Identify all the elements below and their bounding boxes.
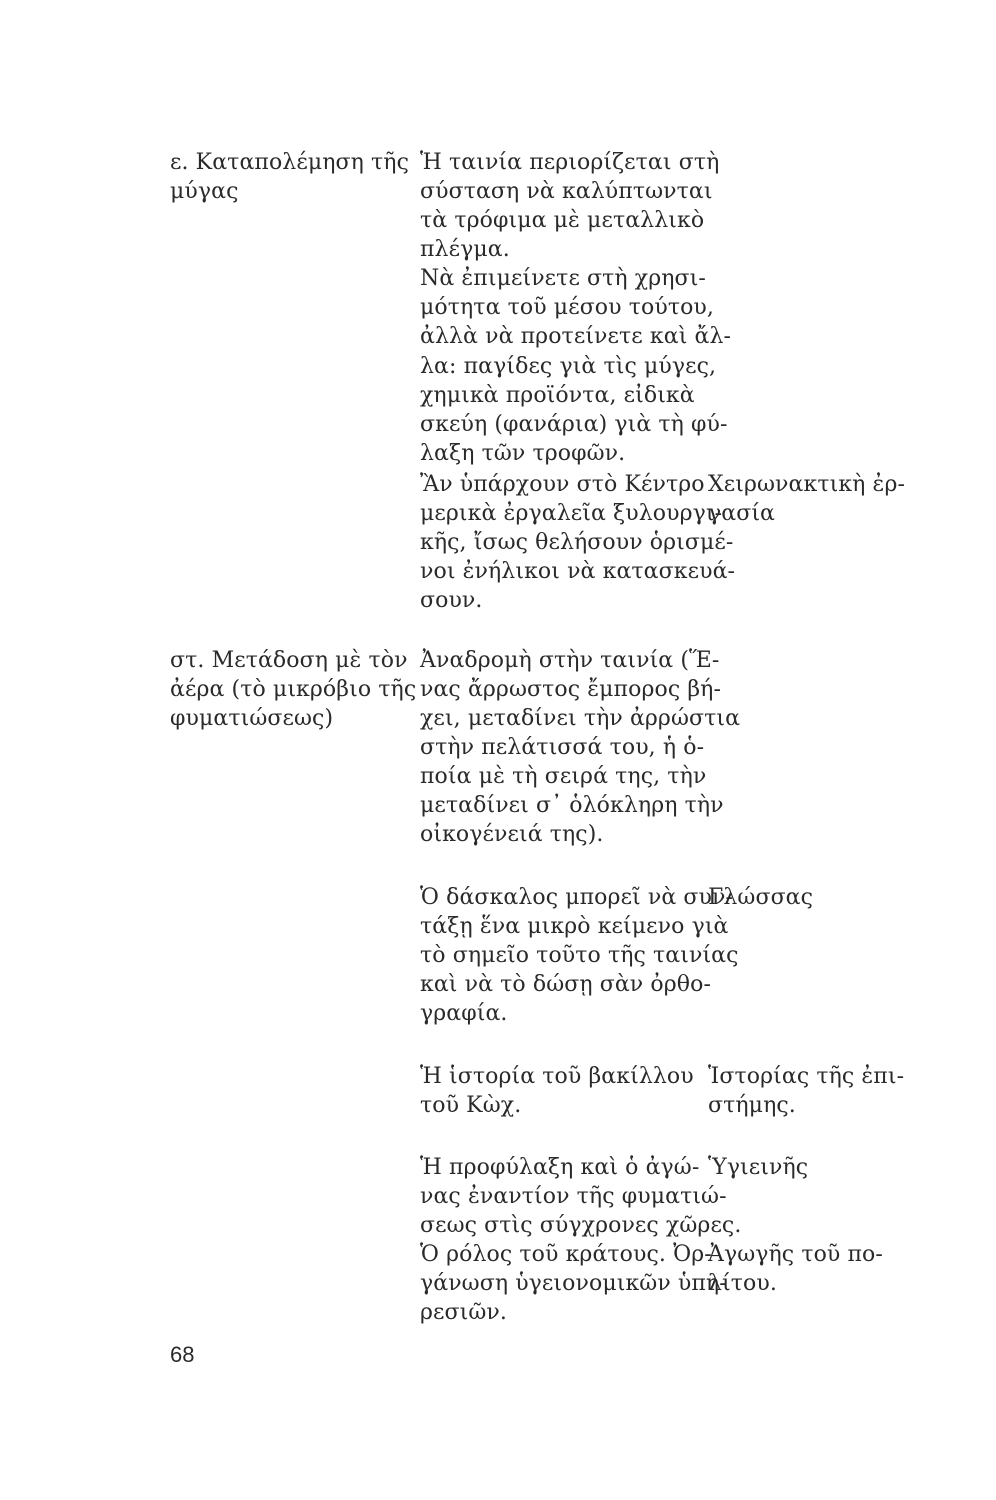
right-column-line: Ὑγιεινῆς — [708, 1155, 809, 1180]
middle-column-line: Ἀναδρομὴ στὴν ταινία (Ἕ- — [420, 648, 720, 673]
middle-column-line: Νὰ ἐπιμείνετε στὴ χρησι- — [420, 266, 706, 291]
middle-column-line: τάξῃ ἕνα μικρὸ κείμενο γιὰ — [420, 914, 729, 939]
middle-column-line: σκεύη (φανάρια) γιὰ τὴ φύ- — [420, 412, 728, 437]
middle-column-line: Ὁ ρόλος τοῦ κράτους. Ὀρ- — [420, 1242, 712, 1267]
middle-column-line: ρεσιῶν. — [420, 1300, 507, 1325]
middle-column-line: ἀλλὰ νὰ προτείνετε καὶ ἄλ- — [420, 324, 732, 349]
middle-column-line: ποία μὲ τὴ σειρά της, τὴν — [420, 764, 707, 789]
middle-column-line: νας ἄρρωστος ἔμπορος βή- — [420, 677, 721, 702]
middle-column-line: νοι ἐνήλικοι νὰ κατασκευά- — [420, 559, 736, 584]
middle-column-line: τὸ σημεῖο τοῦτο τῆς ταινίας — [420, 943, 739, 968]
right-column-line: Γλώσσας — [708, 885, 814, 910]
left-column-line: ἀέρα (τὸ μικρόβιο τῆς — [170, 677, 417, 702]
middle-column-line: τὰ τρόφιμα μὲ μεταλλικὸ — [420, 208, 705, 233]
middle-column-line: πλέγμα. — [420, 237, 510, 262]
right-column-line: στήμης. — [708, 1093, 796, 1118]
middle-column-line: χημικὰ προϊόντα, εἰδικὰ — [420, 383, 695, 408]
middle-column-line: στὴν πελάτισσά του, ἡ ὁ- — [420, 735, 705, 760]
middle-column-line: Ἡ προφύλαξη καὶ ὁ ἀγώ- — [420, 1155, 700, 1180]
middle-column-line: χει, μεταδίνει τὴν ἀρρώστια — [420, 706, 741, 731]
left-column-line: μύγας — [170, 179, 239, 204]
middle-column-line: μότητα τοῦ μέσου τούτου, — [420, 295, 714, 320]
middle-column-line: λαξη τῶν τροφῶν. — [420, 441, 626, 466]
middle-column-line: γάνωση ὑγειονομικῶν ὑπη- — [420, 1271, 727, 1296]
right-column-line: Ἱστορίας τῆς ἐπι- — [708, 1064, 905, 1089]
middle-column-line: μερικὰ ἐργαλεῖα ξυλουργι- — [420, 501, 723, 526]
middle-column-line: τοῦ Κὼχ. — [420, 1093, 522, 1118]
left-column-line: στ. Μετάδοση μὲ τὸν — [170, 648, 408, 673]
middle-column-line: Ἂν ὑπάρχουν στὸ Κέντρο — [420, 472, 705, 497]
left-column-line: ε. Καταπολέμηση τῆς — [170, 150, 409, 175]
right-column-line: λίτου. — [708, 1271, 777, 1296]
middle-column-line: καὶ νὰ τὸ δώσῃ σὰν ὀρθο- — [420, 972, 711, 997]
right-column-line: Ἀγωγῆς τοῦ πο- — [708, 1242, 883, 1267]
middle-column-line: Ἡ ταινία περιορίζεται στὴ — [420, 150, 720, 175]
middle-column-line: γραφία. — [420, 1001, 508, 1026]
middle-column-line: οἰκογένειά της). — [420, 822, 604, 847]
middle-column-line: κῆς, ἴσως θελήσουν ὁρισμέ- — [420, 530, 734, 555]
middle-column-line: σουν. — [420, 588, 483, 613]
middle-column-line: Ἡ ἱστορία τοῦ βακίλλου — [420, 1064, 694, 1089]
middle-column-line: νας ἐναντίον τῆς φυματιώ- — [420, 1184, 727, 1209]
page-number: 68 — [170, 1342, 195, 1367]
middle-column-line: σύσταση νὰ καλύπτωνται — [420, 179, 713, 204]
middle-column-line: μεταδίνει σ᾽ ὁλόκληρη τὴν — [420, 793, 724, 818]
middle-column-line: Ὁ δάσκαλος μπορεῖ νὰ συν- — [420, 885, 734, 910]
right-column-line: Χειρωνακτικὴ ἐρ- — [708, 472, 906, 497]
middle-column-line: σεως στὶς σύγχρονες χῶρες. — [420, 1213, 742, 1238]
right-column-line: γασία — [708, 501, 776, 526]
middle-column-line: λα: παγίδες γιὰ τὶς μύγες, — [420, 354, 717, 379]
left-column-line: φυματιώσεως) — [170, 706, 334, 731]
